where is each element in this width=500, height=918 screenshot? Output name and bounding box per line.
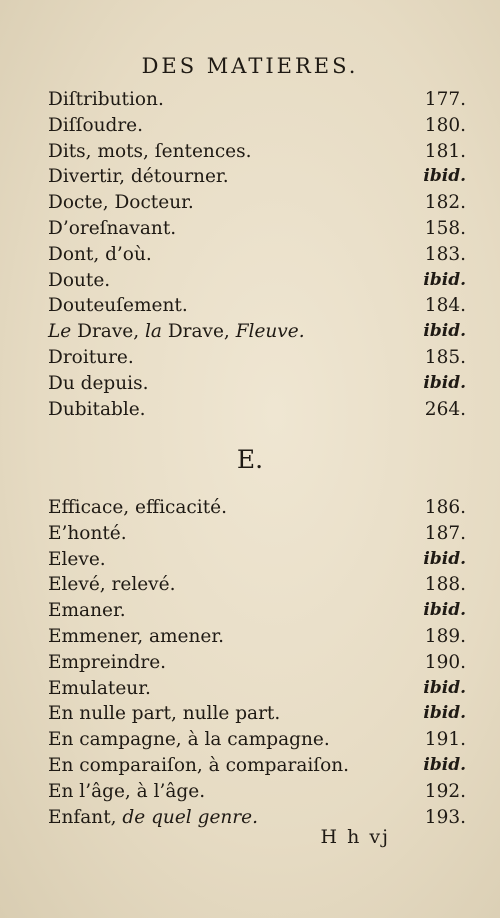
page-reference: 264. [424, 398, 466, 420]
index-entry [48, 495, 466, 521]
index-term-part: Drave, [161, 321, 236, 343]
index-entry [48, 164, 466, 190]
page-reference: 184. [424, 295, 466, 317]
index-term: Docte, Docteur. [48, 192, 194, 214]
page-reference: 182. [424, 192, 466, 214]
index-term-part: Le [48, 321, 72, 343]
index-term: Dits, mots, ſentences. [48, 140, 252, 162]
index-term: En nulle part, nulle part. [48, 703, 281, 725]
index-entry [48, 572, 466, 598]
index-term: Dont, d’où. [48, 243, 152, 265]
index-entry [48, 113, 466, 139]
page-reference: ibid. [423, 548, 466, 569]
index-entry [48, 753, 466, 779]
index-entry [48, 624, 466, 650]
page-reference: 177. [424, 89, 466, 110]
index-entry [48, 521, 466, 547]
page-reference: 180. [424, 114, 466, 136]
index-term: Doute. [48, 269, 111, 291]
page-reference: ibid. [423, 321, 466, 342]
index-entry [48, 268, 466, 294]
running-head: DES MATIERES. [141, 54, 359, 78]
index-term: Efficace, efficacité. [48, 497, 227, 518]
index-entry [48, 598, 466, 624]
index-term-part: Enfant, [48, 806, 123, 828]
page-reference: 183. [424, 243, 466, 265]
index-entry [48, 242, 466, 268]
page-reference: 186. [424, 497, 466, 518]
index-term: Emaner. [48, 600, 126, 622]
index-entry [48, 676, 466, 702]
index-term [48, 319, 305, 345]
index-section-e [48, 495, 466, 830]
index-term: Diſtribution. [48, 89, 164, 110]
page-reference: 189. [424, 625, 466, 647]
index-entry [48, 190, 466, 216]
index-term-part: de quel genre. [122, 806, 258, 828]
index-entry [48, 547, 466, 573]
index-term [48, 805, 258, 831]
index-term: Elevé, relevé. [48, 574, 176, 596]
page-reference: 158. [424, 217, 466, 239]
index-term: Diſſoudre. [48, 114, 144, 136]
index-term: D’oreſnavant. [48, 217, 177, 239]
index-term: Emulateur. [48, 677, 151, 699]
index-section-d [48, 87, 466, 422]
index-entry [48, 650, 466, 676]
page-reference: 181. [424, 140, 466, 162]
section-letter-e: E. [236, 445, 264, 474]
index-term-part: Drave, [71, 321, 145, 343]
index-term: Emmener, amener. [48, 625, 225, 647]
index-term: Droiture. [48, 346, 134, 368]
index-entry [48, 779, 466, 805]
page-reference: ibid. [423, 703, 466, 724]
page-reference: 193. [424, 806, 466, 828]
index-term: Divertir, détourner. [48, 166, 229, 188]
page-reference: 190. [424, 651, 466, 673]
index-entry [48, 397, 466, 423]
index-term: Dubitable. [48, 398, 146, 420]
index-term: Empreindre. [48, 651, 167, 673]
index-entry [48, 139, 466, 165]
index-entry [48, 293, 466, 319]
index-term-part: Fleuve. [235, 321, 305, 343]
index-term: En l’âge, à l’âge. [48, 780, 206, 802]
index-term: En comparaiſon, à comparaiſon. [48, 754, 350, 776]
index-term: Eleve. [48, 548, 106, 570]
page-reference: 187. [424, 522, 466, 544]
index-entry [48, 701, 466, 727]
index-term: En campagne, à la campagne. [48, 729, 330, 751]
page-reference: 191. [424, 729, 466, 751]
index-entry [48, 345, 466, 371]
index-term: E’honté. [48, 522, 127, 544]
page-reference: 192. [424, 780, 466, 802]
index-term-part: la [144, 321, 162, 343]
page-reference: ibid. [423, 754, 466, 775]
signature-mark: H h vj [320, 826, 390, 848]
index-entry [48, 319, 466, 345]
page-reference: ibid. [423, 269, 466, 290]
page-reference: 185. [424, 346, 466, 368]
index-entry [48, 727, 466, 753]
index-term: Du depuis. [48, 372, 149, 394]
index-entry [48, 216, 466, 242]
index-entry [48, 805, 466, 831]
index-entry [48, 87, 466, 113]
page-reference: ibid. [423, 677, 466, 698]
page-reference: 188. [424, 574, 466, 596]
index-entry [48, 371, 466, 397]
page-reference: ibid. [423, 166, 466, 187]
page-reference: ibid. [423, 600, 466, 621]
index-term: Douteuſement. [48, 295, 188, 317]
page-reference: ibid. [423, 372, 466, 393]
